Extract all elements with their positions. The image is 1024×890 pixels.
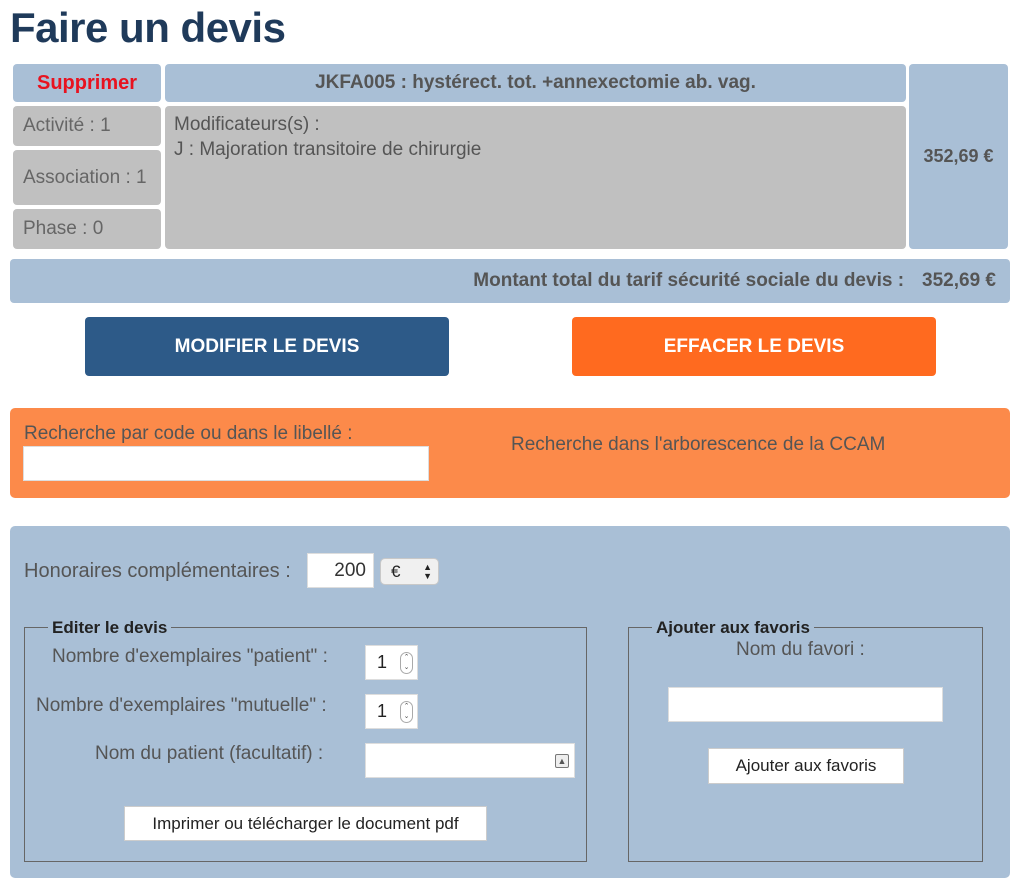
copies-patient-label: Nombre d'exemplaires "patient" : xyxy=(52,646,328,667)
association-label: Association : 1 xyxy=(13,150,161,205)
spinner-icon[interactable]: ⌃ ⌄ xyxy=(400,701,413,723)
total-label: Montant total du tarif sécurité sociale du devis : xyxy=(473,270,905,291)
phase-label: Phase : 0 xyxy=(13,209,161,249)
total-bar xyxy=(10,259,1010,303)
favorites-legend: Ajouter aux favoris xyxy=(652,618,814,638)
fees-label: Honoraires complémentaires : xyxy=(24,560,291,582)
edit-quote-legend: Editer le devis xyxy=(48,618,171,638)
favorite-name-input[interactable] xyxy=(668,687,943,722)
contact-card-icon[interactable]: ▲ xyxy=(555,754,569,768)
print-pdf-button[interactable]: Imprimer ou télécharger le document pdf xyxy=(124,806,487,841)
delete-act-label: Supprimer xyxy=(36,71,138,94)
ccam-tree-link[interactable]: Recherche dans l'arborescence de la CCAM xyxy=(511,434,886,455)
total-value: 352,69 € xyxy=(922,270,996,291)
copies-patient-stepper[interactable] xyxy=(365,645,418,680)
favorite-name-label: Nom du favori : xyxy=(736,639,865,660)
modifier-item: J : Majoration transitoire de chirurgie xyxy=(174,139,482,160)
act-title: JKFA005 : hystérect. tot. +annexectomie ab. vag. xyxy=(165,64,906,102)
act-price: 352,69 € xyxy=(909,64,1008,249)
modifiers-panel xyxy=(165,106,906,249)
copies-patient-value: 1 xyxy=(377,652,388,672)
fees-input[interactable]: 200 xyxy=(307,553,374,588)
erase-quote-button[interactable]: EFFACER LE DEVIS xyxy=(572,317,936,376)
search-input[interactable] xyxy=(23,446,429,481)
search-label: Recherche par code ou dans le libellé : xyxy=(24,423,353,444)
add-favorite-button[interactable]: Ajouter aux favoris xyxy=(708,748,904,784)
copies-mutual-label: Nombre d'exemplaires "mutuelle" : xyxy=(36,695,327,716)
delete-act-button[interactable] xyxy=(13,64,161,102)
currency-select[interactable] xyxy=(380,558,439,585)
activite-label: Activité : 1 xyxy=(13,106,161,146)
copies-mutual-value: 1 xyxy=(377,701,388,721)
currency-value: € xyxy=(391,561,401,581)
patient-name-label: Nom du patient (facultatif) : xyxy=(95,743,324,764)
copies-mutual-stepper[interactable] xyxy=(365,694,418,729)
modifiers-heading: Modificateurs(s) : xyxy=(174,114,320,135)
favorites-fieldset xyxy=(628,627,983,862)
page-title: Faire un devis xyxy=(10,4,286,51)
patient-name-input[interactable] xyxy=(365,743,575,778)
spinner-icon[interactable]: ⌃ ⌄ xyxy=(400,652,413,674)
select-arrows-icon: ▲ ▼ xyxy=(423,562,432,581)
modify-quote-button[interactable]: MODIFIER LE DEVIS xyxy=(85,317,449,376)
